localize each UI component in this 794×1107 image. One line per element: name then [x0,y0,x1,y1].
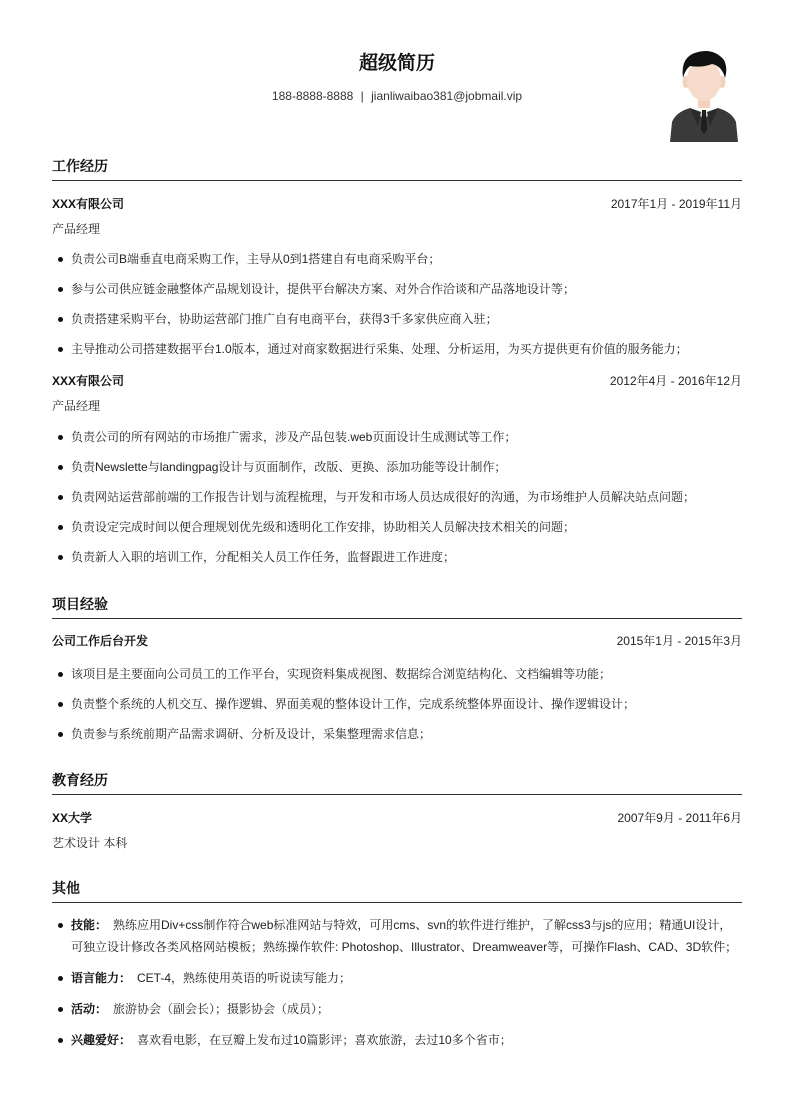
item-text: CET-4，熟练使用英语的听说读写能力； [137,971,352,985]
work-entry-1-header [52,195,742,213]
other-bullets [52,914,742,1060]
contact-separator: | [360,89,364,103]
company-name: XXX有限公司 [52,197,125,211]
phone-number: 188-8888-8888 [271,89,354,103]
list-item: 负责新人入职的培训工作，分配相关人员工作任务，监督跟进工作进度； [52,548,742,566]
list-item: 负责参与系统前期产品需求调研、分析及设计，采集整理需求信息； [52,725,742,743]
company-name: XXX有限公司 [52,374,125,388]
work-section-title: 工作经历 [52,156,742,181]
school-name: XX大学 [52,811,93,825]
list-item [52,998,742,1020]
item-label: 活动： [71,1002,108,1016]
work-entry-2-header [52,372,742,390]
education-entry-header [52,809,742,827]
list-item: 负责网站运营部前端的工作报告计划与流程梳理，与开发和市场人员达成很好的沟通，为市场维护人员解决站点问题； [52,488,742,506]
item-label: 语言能力： [71,971,132,985]
list-item [52,967,742,989]
list-item: 负责Newslette与landingpag设计与页面制作，改版、更换、添加功能等设计制作； [52,458,742,476]
list-item: 负责设定完成时间以便合理规划优先级和透明化工作安排，协助相关人员解决技术相关的问题； [52,518,742,536]
projects-section-title: 项目经验 [52,594,742,619]
project-entry-header [52,632,742,650]
list-item: 负责公司B端垂直电商采购工作，主导从0到1搭建自有电商采购平台； [52,250,742,268]
item-text: 喜欢看电影，在豆瓣上发布过10篇影评；喜欢旅游，去过10多个省市； [137,1033,512,1047]
list-item: 主导推动公司搭建数据平台1.0版本，通过对商家数据进行采集、处理、分析运用，为买方提供更有价值的服务能力； [52,340,742,358]
job-title: 产品经理 [52,222,101,236]
project-bullets [52,665,742,755]
job-title: 产品经理 [52,399,101,413]
item-label: 兴趣爱好： [71,1033,132,1047]
project-dates: 2015年1月 - 2015年3月 [616,634,742,648]
other-section-title: 其他 [52,878,742,903]
list-item: 负责公司的所有网站的市场推广需求，涉及产品包装.web页面设计生成测试等工作； [52,428,742,446]
item-text: 旅游协会（副会长）；摄影协会（成员）； [113,1002,330,1016]
education-section-title: 教育经历 [52,770,742,795]
work-entry-2-bullets [52,428,742,578]
project-name: 公司工作后台开发 [52,634,149,648]
list-item [52,1029,742,1051]
list-item [52,914,742,958]
list-item: 该项目是主要面向公司员工的工作平台，实现资料集成视图、数据综合浏览结构化、文档编辑等功能； [52,665,742,683]
employment-dates: 2012年4月 - 2016年12月 [609,374,742,388]
work-entry-1-bullets [52,250,742,370]
item-label: 技能： [71,918,108,932]
list-item: 参与公司供应链金融整体产品规划设计，提供平台解决方案、对外合作洽谈和产品落地设计等； [52,280,742,298]
email-address: jianliwaibao381@jobmail.vip [371,89,523,103]
list-item: 负责整个系统的人机交互、操作逻辑、界面美观的整体设计工作，完成系统整体界面设计、操作逻辑设计； [52,695,742,713]
item-text: 熟练应用Div+css制作符合web标准网站与特效，可用cms、svn的软件进行维护，了解css3与js的应用；精通UI设计，可独立设计修改各类风格网站模板；熟练操作软件: Photoshop、Illustrator、Dreamweaver等，可操作Flash、CAD、3D软件； [71,918,738,954]
avatar [668,46,740,142]
resume-header [52,50,742,104]
list-item: 负责搭建采购平台，协助运营部门推广自有电商平台，获得3千多家供应商入驻； [52,310,742,328]
employment-dates: 2017年1月 - 2019年11月 [610,197,742,211]
candidate-name: 超级简历 [358,53,435,74]
education-dates: 2007年9月 - 2011年6月 [617,811,742,825]
contact-line [52,88,742,104]
degree-major: 艺术设计 本科 [52,836,128,850]
